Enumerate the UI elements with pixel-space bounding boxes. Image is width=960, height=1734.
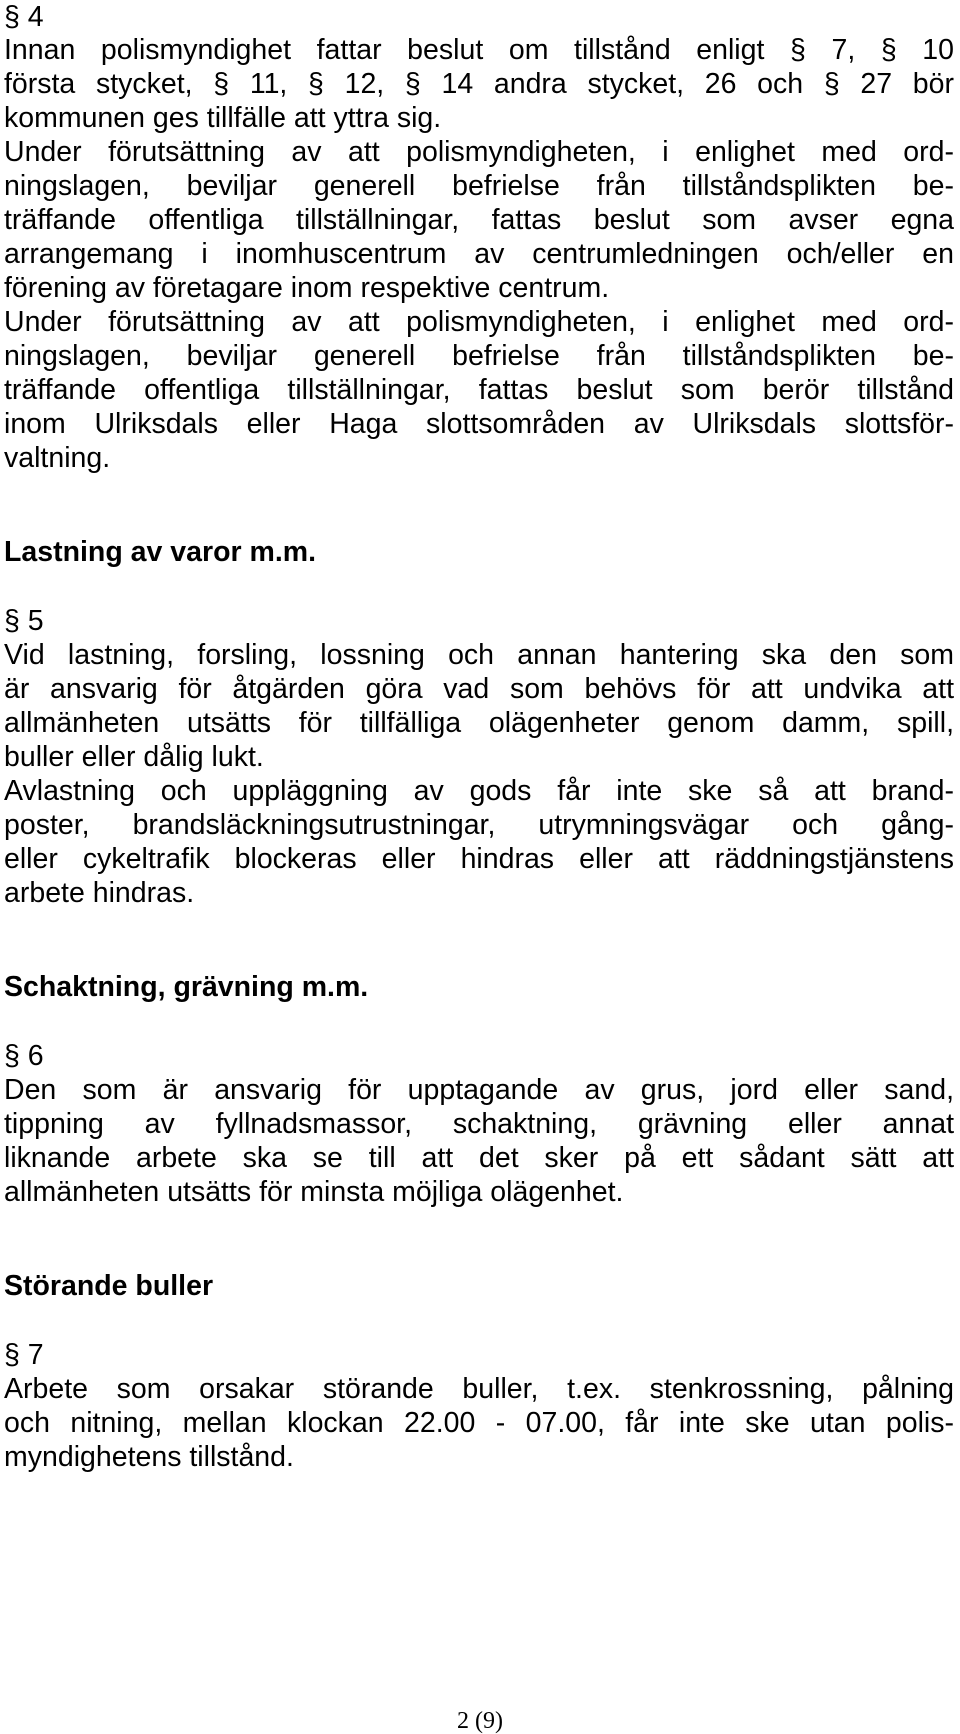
section-heading: Schaktning, grävning m.m. (4, 971, 369, 1003)
section-heading: Lastning av varor m.m. (4, 536, 317, 568)
text-line: eller cykeltrafik blockeras eller hindras eller att räddningstjänstens (4, 843, 954, 875)
text-line: ningslagen, beviljar generell befrielse från tillståndsplikten be- (4, 170, 954, 202)
text-line: Arbete som orsakar störande buller, t.ex. stenkrossning, pålning (4, 1373, 954, 1405)
text-line: är ansvarig för åtgärden göra vad som behövs för att undvika att (4, 673, 954, 705)
text-line: Avlastning och uppläggning av gods får inte ske så att brand- (4, 775, 954, 807)
text-line: allmänheten utsätts för tillfälliga olägenheter genom damm, spill, (4, 707, 954, 739)
text-line: och nitning, mellan klockan 22.00 - 07.00, får inte ske utan polis- (4, 1407, 954, 1439)
section-number: § 7 (4, 1339, 44, 1371)
text-line: Under förutsättning av att polismyndigheten, i enlighet med ord- (4, 306, 954, 338)
text-line: myndighetens tillstånd. (4, 1441, 294, 1473)
section-number: § 4 (4, 1, 44, 33)
text-line: buller eller dålig lukt. (4, 741, 264, 773)
text-line: träffande offentliga tillställningar, fattas beslut som avser egna (4, 204, 954, 236)
section-heading: Störande buller (4, 1270, 214, 1302)
text-line: Den som är ansvarig för upptagande av grus, jord eller sand, (4, 1074, 954, 1106)
text-line: poster, brandsläckningsutrustningar, utrymningsvägar och gång- (4, 809, 954, 841)
text-line: valtning. (4, 442, 111, 474)
text-line: träffande offentliga tillställningar, fattas beslut som berör tillstånd (4, 374, 954, 406)
text-line: allmänheten utsätts för minsta möjliga olägenhet. (4, 1176, 624, 1208)
text-line: liknande arbete ska se till att det sker på ett sådant sätt att (4, 1142, 954, 1174)
text-line: tippning av fyllnadsmassor, schaktning, grävning eller annat (4, 1108, 954, 1140)
text-line: ningslagen, beviljar generell befrielse från tillståndsplikten be- (4, 340, 954, 372)
text-line: Vid lastning, forsling, lossning och annan hantering ska den som (4, 639, 954, 671)
text-line: kommunen ges tillfälle att yttra sig. (4, 102, 442, 134)
page-number: 2 (9) (457, 1708, 503, 1734)
text-line: inom Ulriksdals eller Haga slottsområden av Ulriksdals slottsför- (4, 408, 954, 440)
text-line: arrangemang i inomhuscentrum av centrumledningen och/eller en (4, 238, 954, 270)
text-line: arbete hindras. (4, 877, 195, 909)
text-line: Under förutsättning av att polismyndigheten, i enlighet med ord- (4, 136, 954, 168)
section-number: § 5 (4, 605, 44, 637)
text-line: första stycket, § 11, § 12, § 14 andra stycket, 26 och § 27 bör (4, 68, 954, 100)
text-line: Innan polismyndighet fattar beslut om tillstånd enligt § 7, § 10 (4, 34, 954, 66)
section-number: § 6 (4, 1040, 44, 1072)
text-line: förening av företagare inom respektive centrum. (4, 272, 610, 304)
